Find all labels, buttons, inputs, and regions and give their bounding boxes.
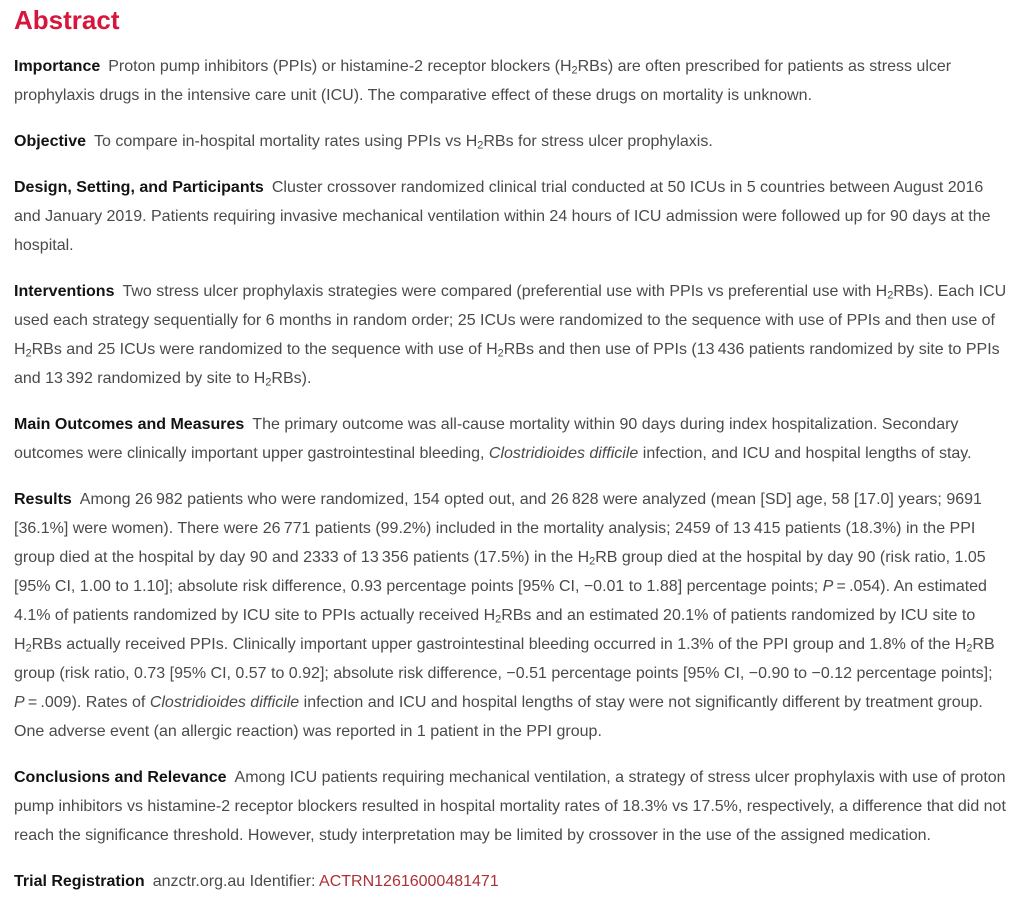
section-text — [14, 283, 1006, 387]
subscript-text: 2 — [495, 613, 502, 626]
section-label: Design, Setting, and Participants — [14, 178, 264, 196]
italic-text: Clostridioides difficile — [488, 444, 639, 462]
section-label: Main Outcomes and Measures — [14, 415, 245, 433]
abstract-section — [14, 410, 1010, 468]
subscript-text: 2 — [25, 347, 32, 360]
italic-text: Clostridioides difficile — [149, 693, 300, 711]
section-text — [153, 873, 499, 890]
abstract-section — [14, 173, 1010, 260]
body-text: Among 26 982 patients who were randomized, 154 opted out, and 26 828 were analyzed (mean [SD] age, 58 [17.0] years; 9691 [36.1%] were women). There were 26 771 patients (99.2%) included in the mortality analysis; 2459 of 13 415 patients (18.3%) in the PPI group died at the hospital by day 90 and 2333 of 13 356 patients (17.5%) in the H — [14, 490, 982, 566]
section-label: Importance — [14, 57, 101, 75]
body-text: = .009). Rates of — [24, 693, 150, 711]
subscript-text: 2 — [966, 642, 973, 655]
body-text: RBs). Each ICU used each strategy sequentially for 6 months in random order; 25 ICUs were randomized to the sequence with use of PPIs and then use of H — [14, 282, 1007, 358]
abstract-section — [14, 277, 1010, 393]
section-label: Trial Registration — [14, 872, 145, 890]
body-text: RBs and 25 ICUs were randomized to the sequence with use of H — [31, 340, 498, 358]
body-text: RBs actually received PPIs. Clinically important upper gastrointestinal bleeding occurred in 1.3% of the PPI group and 1.8% of the H — [31, 635, 967, 653]
italic-text: P — [822, 577, 834, 595]
abstract-section — [14, 867, 1010, 896]
section-label: Objective — [14, 132, 87, 150]
section-text — [94, 133, 713, 150]
body-text: RBs and then use of PPIs (13 436 patients randomized by site to PPIs and 13 392 randomized by site to H — [14, 340, 1000, 387]
subscript-text: 2 — [887, 289, 894, 302]
body-text: The primary outcome was all-cause mortality within 90 days during index hospitalization. Secondary outcomes were clinically important upper gastrointestinal bleeding, — [14, 415, 959, 462]
body-text: Cluster crossover randomized clinical trial conducted at 50 ICUs in 5 countries between August 2016 and January 2019. Patients requiring invasive mechanical ventilation within 24 hours of ICU admission were followed up for 90 days at the hospital. — [14, 178, 991, 254]
section-label: Conclusions and Relevance — [14, 768, 227, 786]
abstract-section — [14, 127, 1010, 156]
abstract-section — [14, 485, 1010, 746]
subscript-text: 2 — [477, 139, 484, 152]
italic-text: P — [14, 693, 25, 711]
abstract-sections — [14, 52, 1010, 896]
subscript-text: 2 — [25, 642, 32, 655]
body-text: RB group died at the hospital by day 90 (risk ratio, 1.05 [95% CI, 1.00 to 1.10]; absolute risk difference, 0.93 percentage points [95% CI, −0.01 to 1.88] percentage points; — [14, 548, 986, 595]
section-label: Results — [14, 490, 72, 508]
subscript-text: 2 — [571, 64, 578, 77]
section-label: Interventions — [14, 282, 115, 300]
body-text: = .054). An estimated 4.1% of patients randomized by ICU site to PPIs actually received H — [14, 577, 987, 624]
body-text: RB group (risk ratio, 0.73 [95% CI, 0.57 to 0.92]; absolute risk difference, −0.51 percentage points [95% CI, −0.90 to −0.12 percentage points]; — [14, 635, 995, 682]
body-text: RBs) are often prescribed for patients as stress ulcer prophylaxis drugs in the intensive care unit (ICU). The comparative effect of these drugs on mortality is unknown. — [14, 57, 952, 104]
section-text — [14, 491, 995, 740]
body-text: Among ICU patients requiring mechanical ventilation, a strategy of stress ulcer prophylaxis with use of proton pump inhibitors vs histamine-2 receptor blockers resulted in hospital mortality rates of 18.3% vs 17.5%, respectively, a difference that did not reach the significance threshold. However, study interpretation may be limited by crossover in the use of the assigned medication. — [14, 768, 1006, 844]
abstract-heading: Abstract — [14, 5, 120, 35]
trial-registration-link[interactable]: ACTRN12616000481471 — [319, 872, 499, 890]
body-text: anzctr.org.au Identifier: — [152, 872, 320, 890]
body-text: RBs and an estimated 20.1% of patients randomized by ICU site to H — [14, 606, 976, 653]
body-text: RBs). — [271, 369, 312, 387]
body-text: RBs for stress ulcer prophylaxis. — [483, 132, 713, 150]
subscript-text: 2 — [589, 555, 596, 568]
body-text: infection and ICU and hospital lengths of stay were not significantly different by treatment group. One adverse event (an allergic reaction) was reported in 1 patient in the PPI group. — [14, 693, 983, 740]
subscript-text: 2 — [497, 347, 504, 360]
body-text: Proton pump inhibitors (PPIs) or histamine-2 receptor blockers (H — [108, 57, 572, 75]
abstract-section — [14, 763, 1010, 850]
section-text — [14, 58, 951, 104]
body-text: Two stress ulcer prophylaxis strategies were compared (preferential use with PPIs vs preferential use with H — [122, 282, 888, 300]
body-text: To compare in-hospital mortality rates using PPIs vs H — [94, 132, 478, 150]
abstract-section — [14, 52, 1010, 110]
body-text: infection, and ICU and hospital lengths of stay. — [638, 444, 972, 462]
subscript-text: 2 — [265, 376, 272, 389]
